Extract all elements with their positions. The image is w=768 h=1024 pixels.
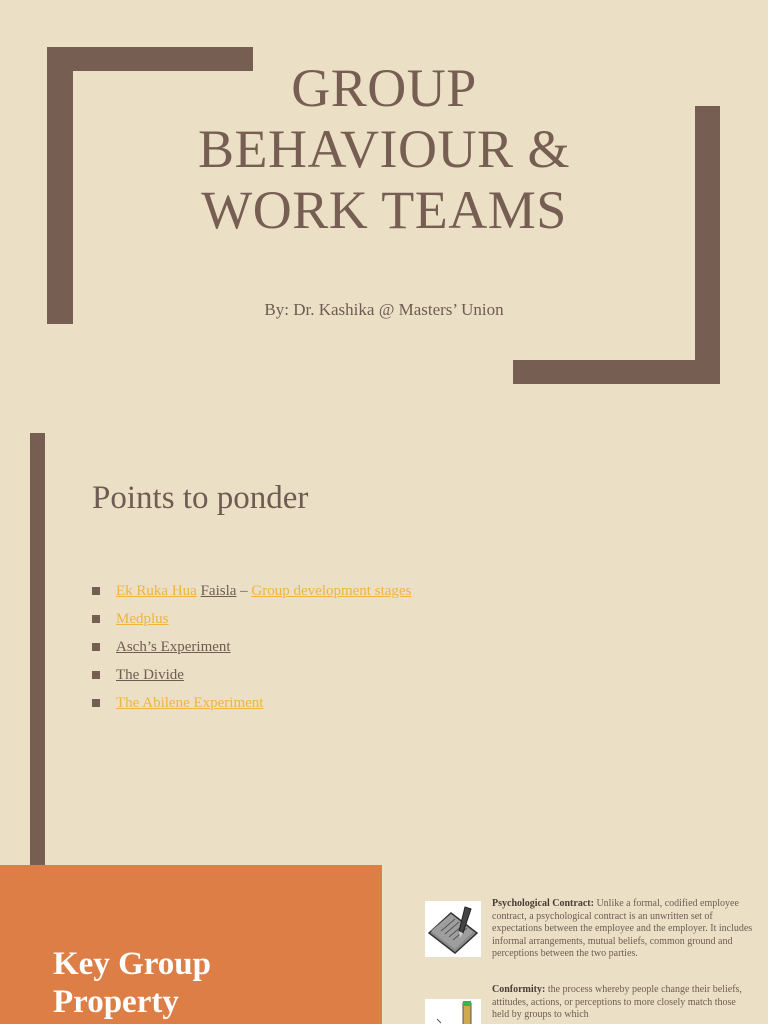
bullet-square-icon (92, 699, 100, 707)
definition-text: Unlike a formal, codified employee contract, a psychological contract is an unwritten set of expectations between the employee and the employer. It includes informal arrangements, mutual beliefs, common ground and perceptions between the two parties. (492, 898, 753, 960)
key-group-property-slide (0, 865, 768, 1024)
list-item (92, 577, 411, 605)
presentation-title (130, 58, 638, 241)
link-medplus[interactable]: Medplus (116, 610, 169, 627)
link-the-divide[interactable]: The Divide (116, 666, 184, 683)
link-ek-ruka-hua[interactable]: Ek Ruka Hua (116, 582, 197, 599)
bullet-square-icon (92, 615, 100, 623)
title-line: GROUP (291, 58, 477, 118)
pencil-icon (425, 999, 481, 1024)
link-the-abilene-experiment[interactable]: The Abilene Experiment (116, 694, 264, 711)
bullet-square-icon (92, 643, 100, 651)
link-aschs-experiment[interactable]: Asch’s Experiment (116, 638, 231, 655)
points-list (92, 577, 411, 717)
frame-bottom-right-horizontal (513, 360, 720, 384)
frame-bottom-right-vertical (695, 106, 720, 383)
bullet-square-icon (92, 671, 100, 679)
title-line: WORK TEAMS (201, 180, 567, 240)
title-slide (0, 0, 768, 410)
link-faisla[interactable]: Faisla (200, 582, 237, 599)
notepad-pencil-icon (425, 901, 481, 957)
list-item (92, 689, 411, 717)
definition-term: Conformity: (492, 984, 546, 995)
list-item (92, 633, 411, 661)
panel-title-line: Key Group (53, 946, 211, 982)
panel-title (53, 945, 211, 1021)
left-accent-bar (30, 433, 45, 865)
slide-heading: Points to ponder (92, 480, 309, 516)
points-slide (0, 410, 768, 865)
separator-text: – (236, 582, 252, 599)
frame-top-left-vertical (47, 47, 73, 324)
bullet-square-icon (92, 587, 100, 595)
definition-text: the process whereby people change their beliefs, attitudes, actions, or perceptions to more closely match those held by groups to which (492, 984, 742, 1021)
panel-title-line: Property (53, 984, 179, 1020)
list-item (92, 661, 411, 689)
list-item (92, 605, 411, 633)
author-subtitle: By: Dr. Kashika @ Masters’ Union (264, 300, 504, 319)
definition-psychological-contract (492, 898, 754, 961)
title-line: BEHAVIOUR & (197, 119, 571, 179)
link-group-development-stages[interactable]: Group development stages (251, 582, 412, 599)
definition-conformity (492, 984, 754, 1022)
orange-title-panel (0, 865, 382, 1024)
definition-term: Psychological Contract: (492, 898, 594, 909)
